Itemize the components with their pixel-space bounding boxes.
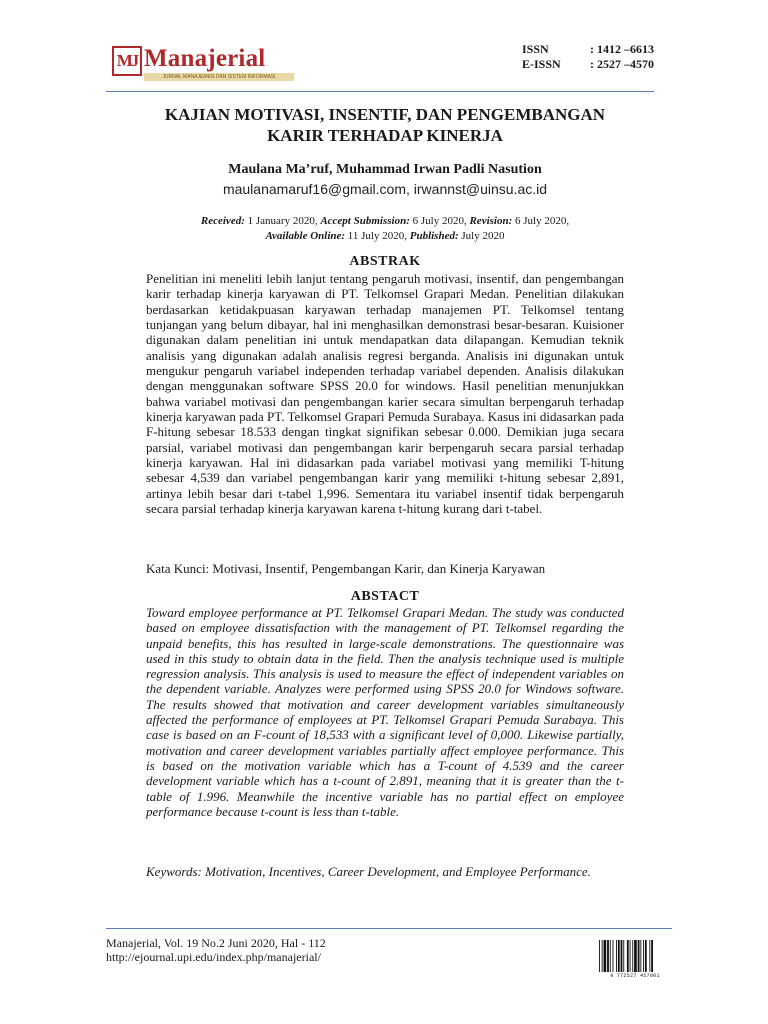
accept-label: Accept Submission:: [320, 215, 410, 227]
authors: Maulana Ma’ruf, Muhammad Irwan Padli Nasution: [228, 162, 542, 177]
paper-title-line2: KARIR TERHADAP KINERJA: [267, 126, 503, 145]
abstract-heading: ABSTACT: [350, 589, 420, 604]
footer-divider: [106, 928, 672, 929]
keywords: Keywords: Motivation, Incentives, Career Development, and Employee Performance.: [146, 864, 591, 879]
abstrak-heading: ABSTRAK: [349, 254, 421, 269]
footer-url[interactable]: http://ejournal.upi.edu/index.php/manajerial/: [106, 950, 321, 964]
barcode-digits: 9 772527 457001: [610, 973, 660, 979]
footer: [106, 936, 326, 964]
online-date: 11 July 2020,: [345, 230, 410, 242]
author-emails: maulanamaruf16@gmail.com, irwannst@uinsu.ac.id: [222, 181, 548, 197]
eissn-label: E-ISSN: [522, 57, 561, 71]
abstract-text: Toward employee performance at PT. Telkomsel Grapari Medan. The study was conducted based on employee dissatisfaction with the management of PT. Telkomsel regarding the unpaid benefits, this has resulted in large-scale demonstrations. The questionnaire was used in this study to obtain data in the field. Then the analysis technique used is multiple regression analysis. This analysis is used to measure the effect of independent variables on the dependent variable. Analyzes were performed using SPSS 20.0 for Windows software. The results showed that motivation and career development variables simultaneously affected the performance of employees at PT. Telkomsel Grapari Pemuda Surabaya. This case is based on an F-count of 18,533 with a significant level of 0,000. Likewise partially, motivation and career development variables partially affect employee performance. This is based on the motivation variable which has a T-count of 4.539 and the career development variable which has a t-count of 2.891, meaning that it is greater than the t-table of 1.996. Meanwhile the incentive variable has no partial effect on employee performance because t-count is less than t-table.: [146, 605, 624, 819]
revision-date: 6 July 2020,: [512, 215, 570, 227]
kata-kunci: Kata Kunci: Motivasi, Insentif, Pengembangan Karir, dan Kinerja Karyawan: [146, 561, 546, 576]
published-label: Published:: [409, 230, 459, 242]
journal-logo: [112, 46, 296, 86]
issn-value: : 1412 –6613: [590, 42, 654, 56]
barcode-icon: [598, 940, 672, 976]
published-date: July 2020: [458, 230, 505, 242]
issn-block: [522, 42, 654, 72]
accept-date: 6 July 2020,: [409, 215, 470, 227]
logo-wordmark: Manajerial: [144, 45, 266, 72]
header-divider: [106, 91, 654, 92]
eissn-value: : 2527 –4570: [590, 57, 654, 71]
revision-label: Revision:: [469, 215, 513, 227]
online-label: Available Online:: [265, 230, 346, 242]
submission-dates: [106, 214, 664, 244]
received-date: 1 January 2020,: [244, 215, 321, 227]
logo-monogram: MJ: [112, 46, 142, 76]
logo-tagline: JURNAL MANAJEMEN DAN SISTEM INFORMASI: [144, 73, 294, 81]
paper-title-line1: KAJIAN MOTIVASI, INSENTIF, DAN PENGEMBANGAN: [164, 105, 606, 124]
issn-label: ISSN: [522, 42, 549, 56]
footer-citation: Manajerial, Vol. 19 No.2 Juni 2020, Hal - 112: [106, 936, 326, 950]
paper-title: [106, 104, 664, 146]
abstrak-text: Penelitian ini meneliti lebih lanjut tentang pengaruh motivasi, insentif, dan pengembangan karir terhadap kinerja karyawan di PT. Telkomsel Grapari Medan. Penelitian dilakukan berdasarkan ketidakpuasan karyawan terhadap manajemen PT. Telkomsel tentang tunjangan yang belum dibayar, hal ini menghasilkan demonstrasi besar-besaran. Kuisioner digunakan dalam penelitian ini untuk mendapatkan data dilapangan. Kemudian teknik analisis yang digunakan adalah analisis regresi berganda. Analisis ini digunakan untuk mengukur pengaruh variabel independen terhadap variabel dependen. Analisis dilakukan dengan menggunakan software SPSS 20.0 for windows. Hasil penelitian menunjukkan bahwa variabel motivasi dan pengembangan karier secara simultan berpengaruh terhadap kinerja karyawan pada PT. Telkomsel Grapari Pemuda Surabaya. Kasus ini didasarkan pada F-hitung sebesar 18.533 dengan tingkat signifikan sebesar 0.000. Demikian juga secara parsial, variabel motivasi dan pengembangan karir berpengaruh secara parsial terhadap kinerja karyawan. Hal ini didasarkan pada variabel motivasi yang memiliki T-hitung sebesar 4,539 dan variabel pengembangan karir yang memiliki t-hitung sebesar 2,891, artinya lebih besar dari t-tabel 1,996. Sementara itu variabel insentif tidak berpengaruh secara parsial terhadap kinerja karyawan karena t-hitung kurang dari t-tabel.: [146, 271, 624, 517]
received-label: Received:: [200, 215, 245, 227]
